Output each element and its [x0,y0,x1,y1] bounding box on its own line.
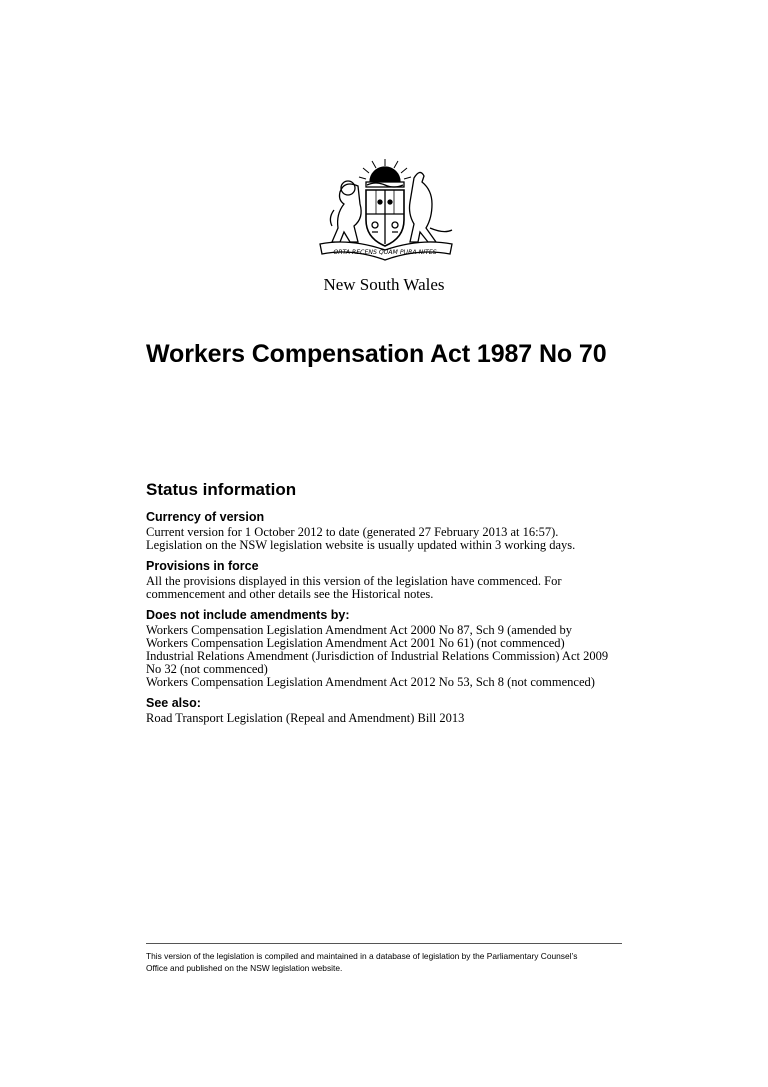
jurisdiction-label: New South Wales [323,275,445,294]
currency-section [146,509,626,552]
see-also-heading: See also: [146,696,201,710]
provisions-line: All the provisions displayed in this version of the legislation have commenced. For [146,574,562,588]
see-also-section [146,695,626,725]
amendment-line: Industrial Relations Amendment (Jurisdiction of Industrial Relations Commission) Act 2009 [146,649,609,663]
amendment-line: Workers Compensation Legislation Amendment Act 2001 No 61) (not commenced) [146,636,565,650]
currency-line: Legislation on the NSW legislation website is usually updated within 3 working days. [146,538,576,552]
footer-line: This version of the legislation is compiled and maintained in a database of legislation by the Parliamentary Counsel’s [146,951,578,961]
status-heading: Status information [146,480,297,499]
footer-divider [146,943,622,944]
provisions-line: commencement and other details see the Historical notes. [146,587,434,601]
footer-note [146,950,636,974]
provisions-section [146,558,626,601]
currency-line: Current version for 1 October 2012 to date (generated 27 February 2013 at 16:57). [146,525,559,539]
amendment-line: No 32 (not commenced) [146,662,268,676]
svg-text:ORTA RECENS QUAM PURA NITES: ORTA RECENS QUAM PURA NITES [333,249,437,256]
amendment-line: Workers Compensation Legislation Amendment Act 2012 No 53, Sch 8 (not commenced) [146,675,595,689]
amendments-heading: Does not include amendments by: [146,608,350,622]
currency-heading: Currency of version [146,510,265,524]
act-title: Workers Compensation Act 1987 No 70 [146,340,607,368]
see-also-line: Road Transport Legislation (Repeal and Amendment) Bill 2013 [146,711,465,725]
provisions-heading: Provisions in force [146,559,259,573]
coat-of-arms-crest [310,158,460,270]
amendment-line: Workers Compensation Legislation Amendment Act 2000 No 87, Sch 9 (amended by [146,623,573,637]
amendments-section [146,607,626,689]
status-information [146,480,626,731]
footer-line: Office and published on the NSW legislation website. [146,963,343,973]
